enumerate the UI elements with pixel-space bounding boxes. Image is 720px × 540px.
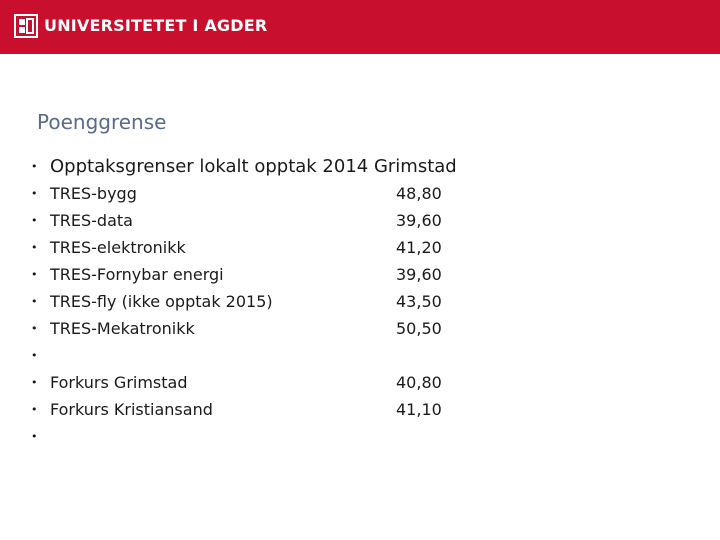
program-name: TRES-fly (ikke opptak 2015): [50, 292, 273, 311]
bullet-icon: •: [31, 241, 38, 254]
program-name: TRES-Fornybar energi: [50, 265, 224, 284]
bullet-icon: •: [31, 295, 38, 308]
program-name: TRES-Mekatronikk: [50, 319, 195, 338]
list-item: [31, 261, 691, 288]
program-name: Forkurs Grimstad: [50, 373, 188, 392]
list-item: [31, 396, 691, 423]
bullet-icon: •: [31, 430, 38, 443]
list-item: [31, 342, 691, 369]
list-item: [31, 369, 691, 396]
logo-text: UNIVERSITETET I AGDER: [44, 16, 268, 35]
score-value: 50,50: [396, 319, 442, 338]
bullet-icon: •: [31, 403, 38, 416]
list-heading: [31, 153, 691, 180]
list-item: [31, 207, 691, 234]
score-value: 41,20: [396, 238, 442, 257]
header-bar: [0, 0, 720, 54]
list-item: [31, 234, 691, 261]
score-value: 39,60: [396, 211, 442, 230]
list-item: [31, 288, 691, 315]
university-logo: [14, 12, 267, 40]
score-value: 43,50: [396, 292, 442, 311]
bullet-icon: •: [31, 268, 38, 281]
bullet-list: [31, 153, 691, 450]
program-name: TRES-elektronikk: [50, 238, 186, 257]
bullet-icon: •: [31, 349, 38, 362]
bullet-icon: •: [31, 187, 38, 200]
score-value: 39,60: [396, 265, 442, 284]
list-item: [31, 180, 691, 207]
list-item: [31, 315, 691, 342]
bullet-icon: •: [31, 376, 38, 389]
program-name: TRES-data: [50, 211, 133, 230]
program-name: TRES-bygg: [50, 184, 137, 203]
score-value: 41,10: [396, 400, 442, 419]
score-value: 48,80: [396, 184, 442, 203]
bullet-icon: •: [31, 322, 38, 335]
bullet-icon: •: [31, 160, 38, 173]
list-item: [31, 423, 691, 450]
logo-mark-icon: [14, 14, 38, 38]
heading-text: Opptaksgrenser lokalt opptak 2014 Grimstad: [50, 156, 457, 177]
slide-title: Poenggrense: [37, 110, 167, 134]
bullet-icon: •: [31, 214, 38, 227]
program-name: Forkurs Kristiansand: [50, 400, 213, 419]
score-value: 40,80: [396, 373, 442, 392]
